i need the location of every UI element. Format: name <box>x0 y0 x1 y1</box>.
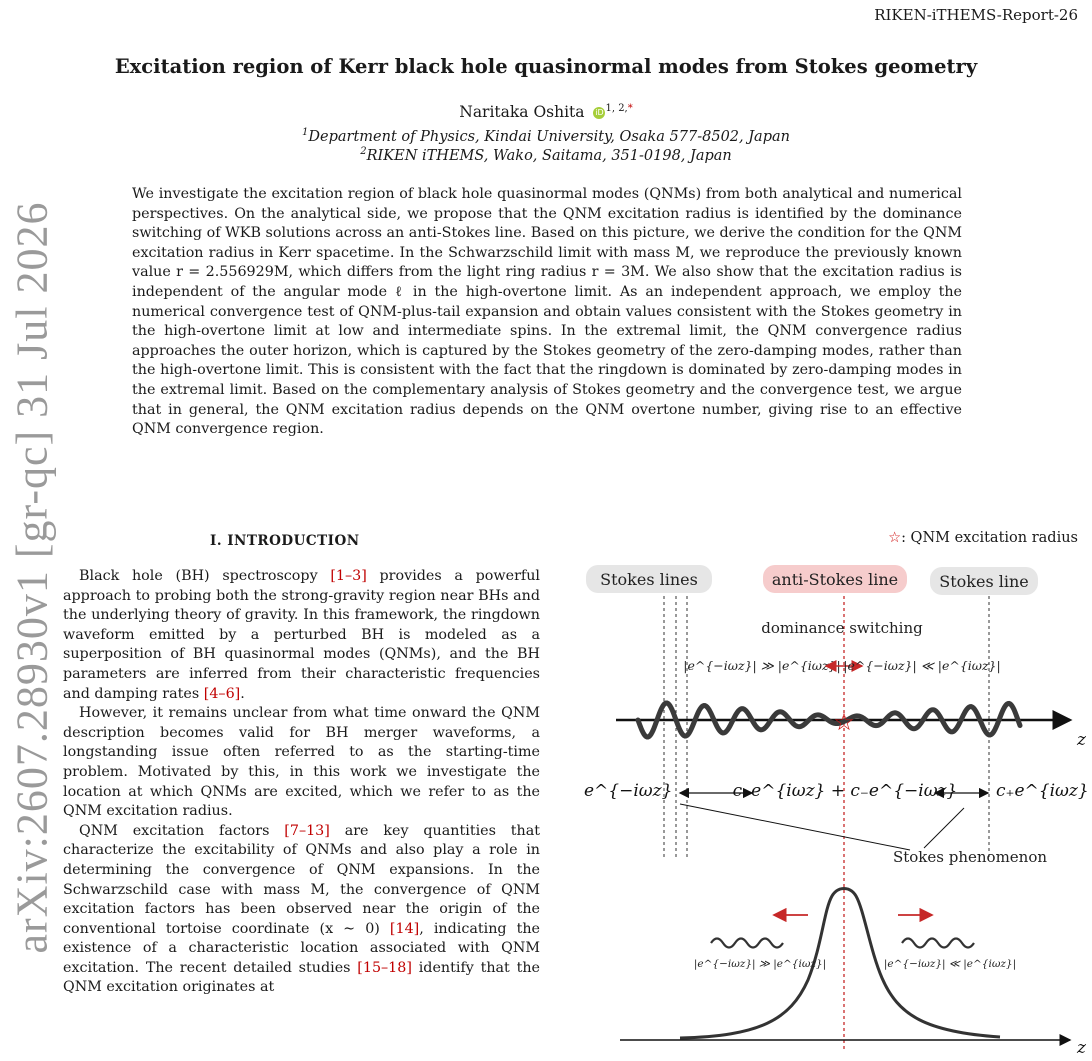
intro-paragraph-2: However, it remains unclear from what time onward the QNM description becomes valid for BH merger waveforms, a longstanding issue often referred to as the starting-time problem. Motivated by this, in this work we investigate the location at which QNMs are excited, which we refer to as the QNM excitation radius. <box>63 705 540 820</box>
section-heading-introduction: I. INTRODUCTION <box>210 533 360 549</box>
author-name: Naritaka Oshita <box>459 103 585 122</box>
stokes-line-label: Stokes line <box>939 572 1029 591</box>
affiliation-2-mark: 2 <box>360 146 367 157</box>
dominance-switching-label: dominance switching <box>761 619 923 637</box>
citation-link[interactable]: [14] <box>389 920 420 937</box>
left-solution: e^{−iωz} <box>584 781 673 801</box>
corresponding-star[interactable]: * <box>627 103 633 114</box>
arxiv-stamp: arXiv:2607.28930v1 [gr-qc] 31 Jul 2026 <box>7 201 57 954</box>
report-number: RIKEN-iTHEMS-Report-26 <box>874 6 1078 24</box>
left-outgoing-wave <box>711 939 783 948</box>
affiliation-2 <box>0 146 1092 164</box>
stokes-lines-label: Stokes lines <box>600 570 698 589</box>
affiliation-1-text: Department of Physics, Kindai University, Osaka 577-8502, Japan <box>308 128 790 145</box>
paper-title: Excitation region of Kerr black hole quasinormal modes from Stokes geometry <box>114 55 978 78</box>
wkb-wave <box>638 703 1020 737</box>
author-line <box>0 103 1092 121</box>
stokes-geometry-figure <box>580 560 1092 1061</box>
affiliation-1 <box>0 127 1092 145</box>
middle-solution: c₊e^{iωz} + c₋e^{−iωz} <box>732 781 958 801</box>
abstract: We investigate the excitation region of black hole quasinormal modes (QNMs) from both analytical and numerical perspectives. On the analytical side, we propose that the QNM excitation radius is identified by the dominance switching of WKB solutions across an anti-Stokes line. Based on this picture, we derive the condition for the QNM excitation radius in Kerr spacetime. In the Schwarzschild limit with mass M, we reproduce the previously known value r = 2.556929M, which differs from the light ring radius r = 3M. We also show that the excitation radius is independent of the angular mode ℓ in the high-overtone limit. As an independent approach, we employ the numerical convergence test of QNM-plus-tail expansion and obtain values consistent with the Stokes geometry in the high-overtone limit at low and intermediate spins. In the extremal limit, the QNM convergence radius approaches the outer horizon, which is captured by the Stokes geometry of the zero-damping modes, rather than the high-overtone limit. This is consistent with the fact that the ringdown is dominated by zero-damping modes in the extremal limit. Based on the complementary analysis of Stokes geometry and the convergence test, we argue that in general, the QNM excitation radius depends on the QNM overtone number, giving rise to an effective QNM convergence region. <box>132 186 962 438</box>
right-solution: c₊e^{iωz} <box>996 781 1089 801</box>
lower-left-dominance: |e^{−iωz}| ≫ |e^{iωz}| <box>693 958 827 970</box>
stokes-phenomenon-pointer-left <box>680 804 910 850</box>
anti-stokes-label: anti-Stokes line <box>771 570 899 589</box>
intro-paragraph-1: Black hole (BH) spectroscopy [1–3] provides a powerful approach to probing both the strong-gravity region near BHs and the underlying theory of gravity. In this framework, the ringdown waveform emitted by a perturbed BH is modeled as a superposition of BH quasinormal modes (QNMs), and the BH parameters are inferred from their characteristic frequencies and damping rates [4–6]. <box>63 568 540 702</box>
stokes-phenomenon-label: Stokes phenomenon <box>892 848 1048 866</box>
citation-link[interactable]: [7–13] <box>284 822 330 839</box>
citation-link[interactable]: [15–18] <box>357 959 412 976</box>
orcid-icon[interactable]: iD <box>595 108 604 118</box>
citation-link[interactable]: [4–6] <box>203 685 241 702</box>
lower-right-dominance: |e^{−iωz}| ≪ |e^{iωz}| <box>883 958 1017 970</box>
intro-paragraph-3: QNM excitation factors [7–13] are key quantities that characterize the excitability of QNMs and also play a role in determining the convergence of QNM expansions. In the Schwarzschild case with mass M, the convergence of QNM excitation factors has been observed near the origin of the conventional tortoise coordinate (x ∼ 0) [14], indicating the existence of a characteristic location associated with QNM excitation. The recent detailed studies [15–18] identify that the QNM excitation originates at <box>63 822 541 996</box>
lower-z-label: z <box>1077 1038 1086 1058</box>
dominance-right-label: |e^{−iωz}| ≪ |e^{iωz}| <box>843 658 1001 673</box>
upper-z-label: z <box>1077 730 1086 750</box>
right-outgoing-wave <box>902 939 974 948</box>
affiliation-1-mark: 1 <box>302 127 309 138</box>
affiliation-2-text: RIKEN iTHEMS, Wako, Saitama, 351-0198, Japan <box>366 147 732 164</box>
stokes-phenomenon-pointer-right <box>924 808 964 848</box>
citation-link[interactable]: [1–3] <box>330 568 367 584</box>
excitation-star-icon: ☆ <box>833 708 855 736</box>
star-icon: ☆ <box>888 530 902 546</box>
dominance-left-label: |e^{−iωz}| ≫ |e^{iωz}| <box>683 658 841 673</box>
author-affil-marks: 1, 2, <box>605 103 628 114</box>
figure-legend <box>888 530 1078 546</box>
introduction-body <box>63 567 540 998</box>
figure-legend-text: : QNM excitation radius <box>901 530 1078 546</box>
